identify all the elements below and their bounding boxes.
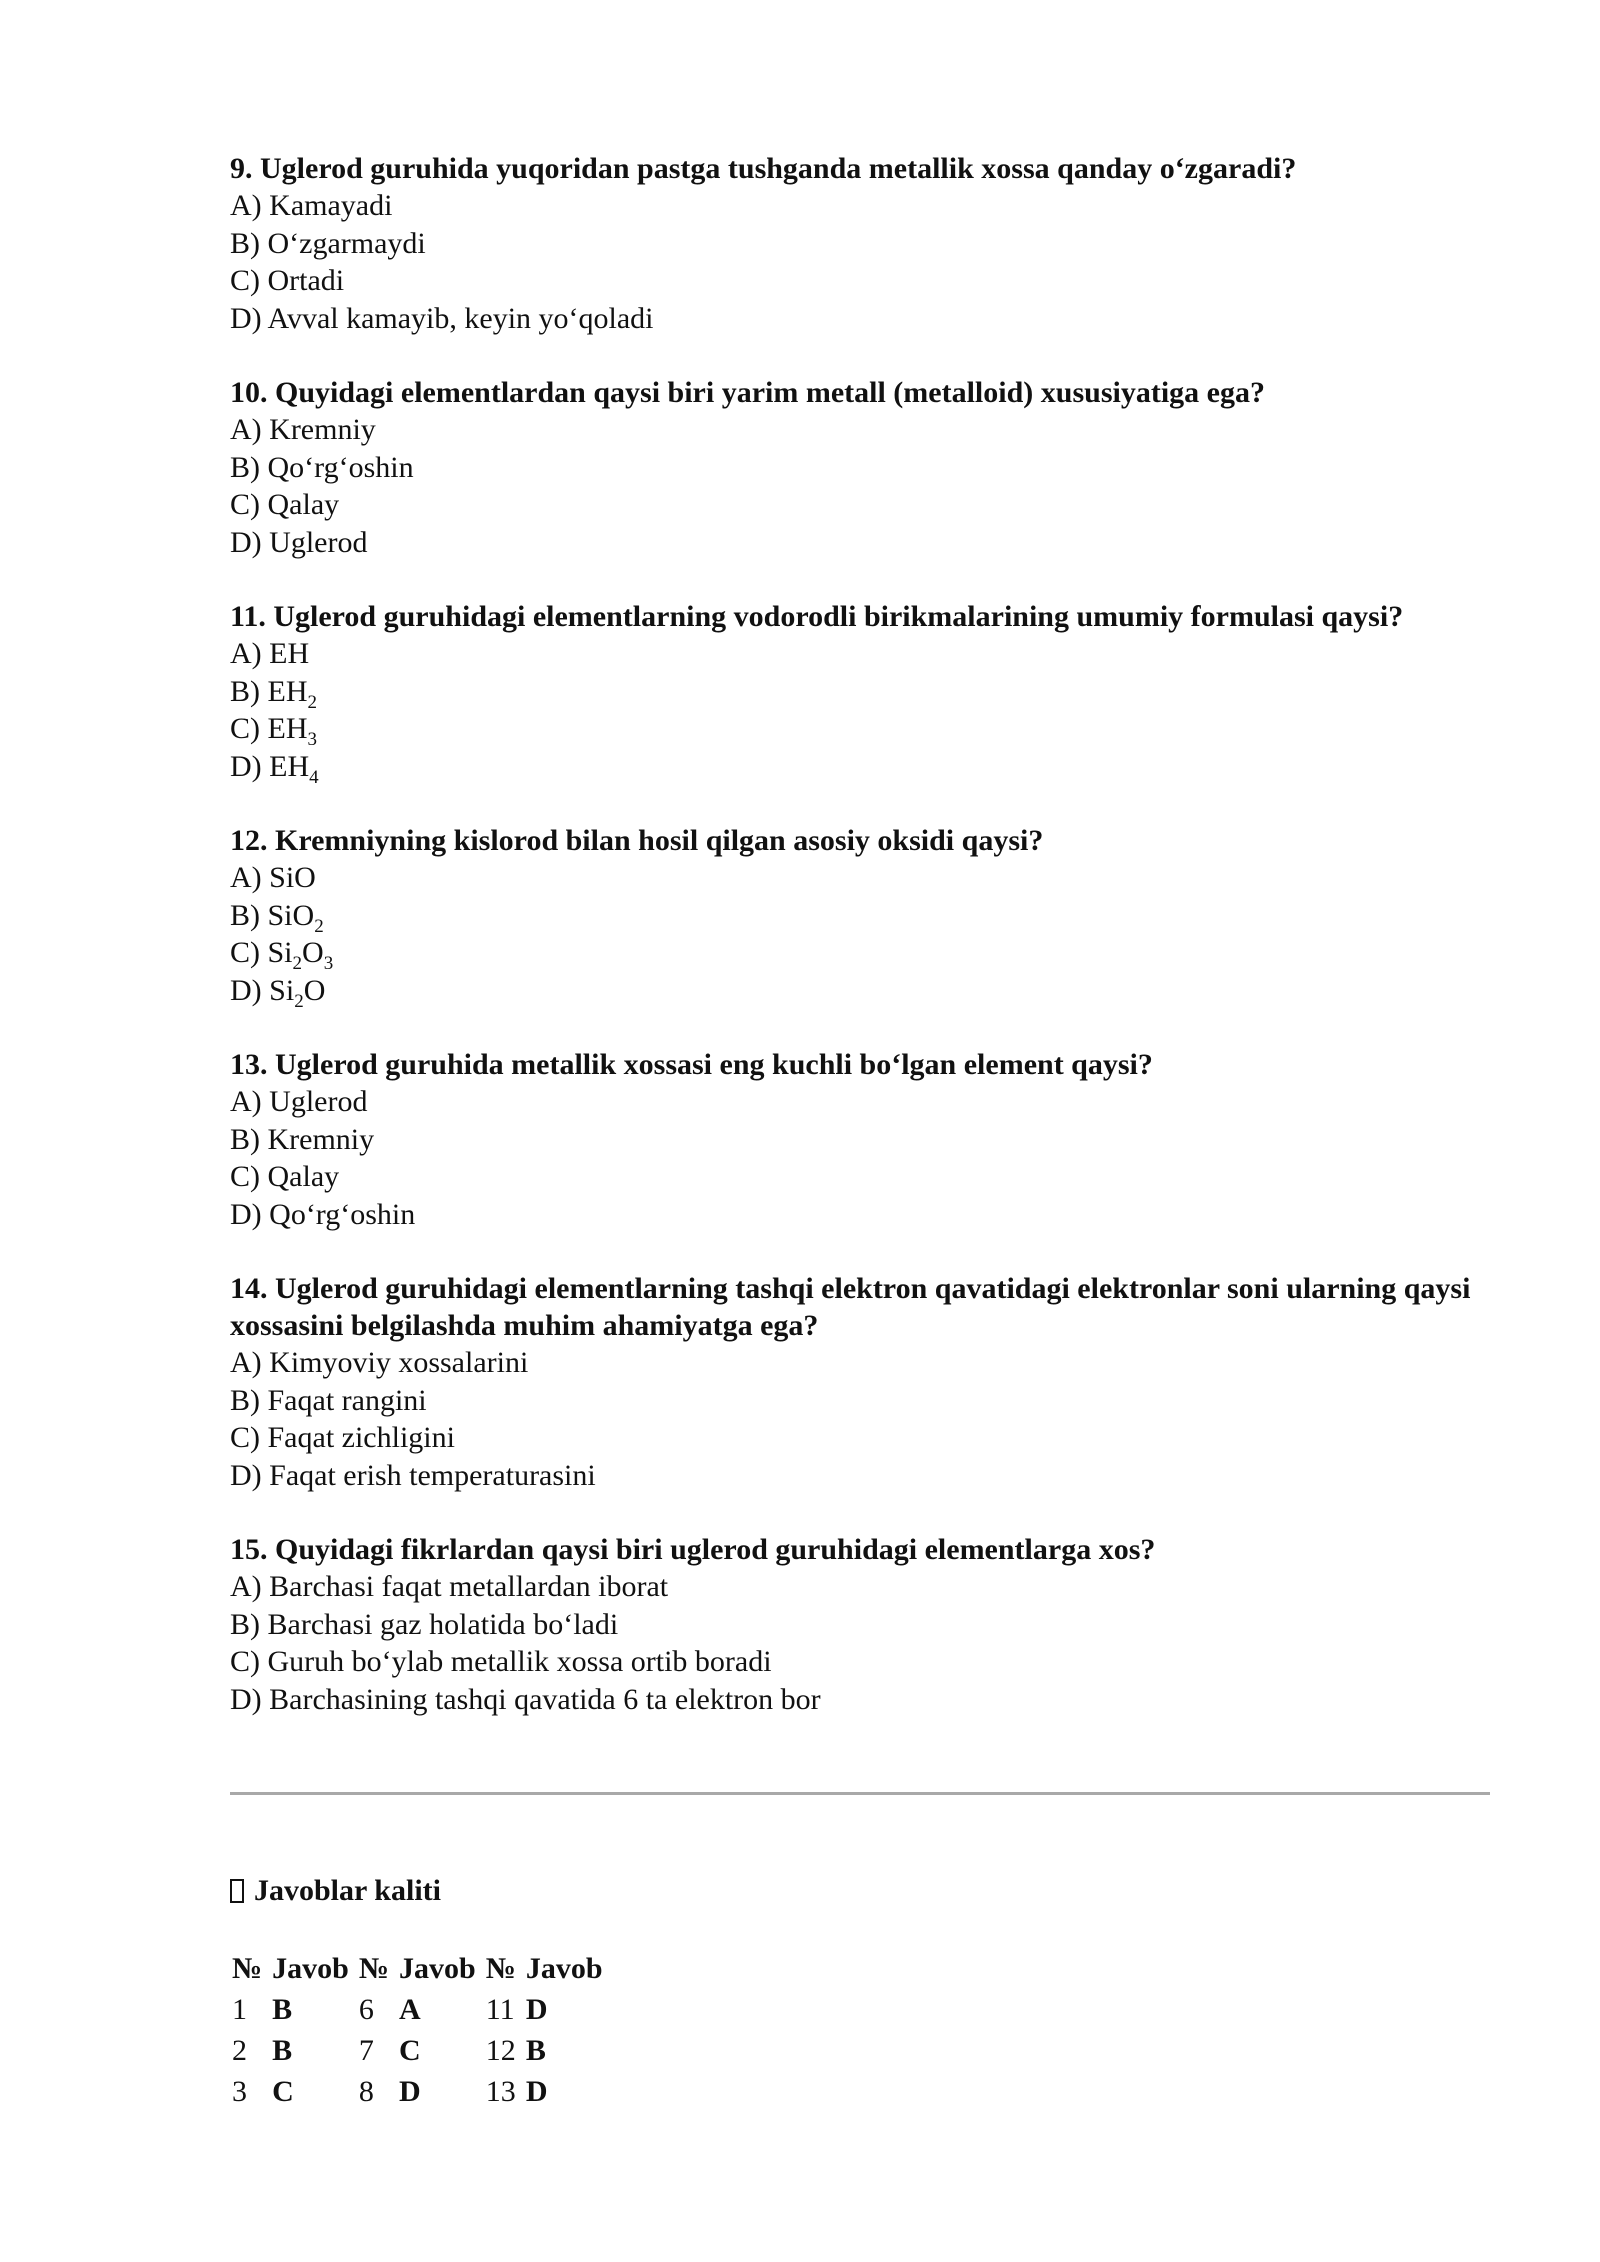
question-number: 11 xyxy=(485,1992,515,2026)
option-a xyxy=(230,859,1490,897)
question-13 xyxy=(230,1046,1490,1233)
option-b: B) O‘zgarmaydi xyxy=(230,226,426,260)
answer-letter: C xyxy=(272,2074,294,2108)
answer-letter: B xyxy=(272,2033,293,2067)
option-b: B) Kremniy xyxy=(230,1122,375,1156)
table-header-row xyxy=(228,1948,609,1989)
option-b: B) Qo‘rg‘oshin xyxy=(230,450,414,484)
option-d: D) Faqat erish temperaturasini xyxy=(230,1458,596,1492)
answer-key-table xyxy=(228,1948,609,2112)
question-title: 13. Uglerod guruhida metallik xossasi eng kuchli bo‘lgan element qaysi? xyxy=(230,1048,1153,1081)
option-c xyxy=(230,934,1490,972)
question-title: 9. Uglerod guruhida yuqoridan pastga tushganda metallik xossa qanday o‘zgaradi? xyxy=(230,152,1297,185)
answer-key-title: Javoblar kaliti xyxy=(254,1874,441,1907)
option-text: B) EH xyxy=(230,674,308,708)
option-b: B) Barchasi gaz holatida bo‘ladi xyxy=(230,1607,619,1641)
answer-letter: D xyxy=(399,2074,421,2108)
option-text-suffix: O xyxy=(302,936,324,969)
question-title: 15. Quyidagi fikrlardan qaysi biri uglerod guruhidagi elementlarga xos? xyxy=(230,1533,1156,1566)
option-a: A) Kimyoviy xossalarini xyxy=(230,1346,529,1379)
option-c: C) Qalay xyxy=(230,1160,340,1193)
option-d: D) Avval kamayib, keyin yo‘qoladi xyxy=(230,301,654,335)
missing-glyph-icon xyxy=(230,1879,244,1903)
option-b xyxy=(230,897,1490,935)
question-title: 11. Uglerod guruhidagi elementlarning vodorodli birikmalarining umumiy formulasi qaysi? xyxy=(230,600,1404,633)
column-header: № xyxy=(358,1951,389,1985)
table-row xyxy=(228,2071,609,2112)
column-header: Javob xyxy=(399,1951,476,1985)
subscript: 2 xyxy=(294,990,304,1012)
questions-list xyxy=(230,150,1490,1755)
option-a: A) Kremniy xyxy=(230,413,376,446)
option-b: B) Faqat rangini xyxy=(230,1383,427,1417)
subscript: 2 xyxy=(292,953,303,974)
question-number: 2 xyxy=(232,2033,247,2067)
option-c: C) Ortadi xyxy=(230,264,345,297)
option-d: D) Barchasining tashqi qavatida 6 ta elektron bor xyxy=(230,1682,821,1716)
option-c: C) Guruh bo‘ylab metallik xossa ortib boradi xyxy=(230,1645,772,1678)
option-a: A) Uglerod xyxy=(230,1085,368,1118)
subscript: 2 xyxy=(307,691,317,713)
horizontal-divider xyxy=(230,1792,1490,1795)
question-14 xyxy=(230,1270,1490,1494)
column-header: Javob xyxy=(272,1951,349,1985)
option-d xyxy=(230,748,1490,786)
question-number: 3 xyxy=(232,2074,247,2108)
question-title: 14. Uglerod guruhidagi elementlarning tashqi elektron qavatidagi elektronlar soni ularning qaysi xossasini belgilashda muhim ahamiyatga ega? xyxy=(230,1272,1471,1342)
option-text: A) SiO xyxy=(230,861,316,894)
option-text: C) Si xyxy=(230,936,293,969)
option-c xyxy=(230,710,1490,748)
question-12 xyxy=(230,822,1490,1012)
answer-letter: B xyxy=(272,1992,293,2026)
option-text-suffix: O xyxy=(303,973,326,1007)
option-c: C) Qalay xyxy=(230,488,340,521)
option-d: D) Uglerod xyxy=(230,525,368,559)
answer-letter: D xyxy=(525,1992,548,2026)
option-text: D) EH xyxy=(230,749,310,783)
option-a: A) Kamayadi xyxy=(230,189,393,222)
table-row xyxy=(228,1989,609,2030)
question-number: 1 xyxy=(232,1992,247,2026)
question-number: 12 xyxy=(485,2033,516,2067)
subscript: 3 xyxy=(307,729,317,750)
answer-key-heading xyxy=(230,1872,441,1909)
option-text: B) SiO xyxy=(230,898,315,932)
option-text: D) Si xyxy=(230,973,295,1007)
table-row xyxy=(228,2030,609,2071)
option-a: A) Barchasi faqat metallardan iborat xyxy=(230,1570,669,1603)
answer-letter: C xyxy=(399,2033,421,2067)
option-d: D) Qo‘rg‘oshin xyxy=(230,1197,416,1231)
question-15 xyxy=(230,1531,1490,1718)
answer-letter: B xyxy=(525,2033,546,2067)
question-9 xyxy=(230,150,1490,337)
question-title: 10. Quyidagi elementlardan qaysi biri yarim metall (metalloid) xususiyatiga ega? xyxy=(230,376,1265,409)
option-c: C) Faqat zichligini xyxy=(230,1421,455,1454)
question-11 xyxy=(230,598,1490,788)
option-b xyxy=(230,673,1490,711)
answer-letter: D xyxy=(525,2074,548,2108)
subscript: 2 xyxy=(314,915,324,937)
question-number: 8 xyxy=(358,2074,374,2108)
question-10 xyxy=(230,374,1490,561)
subscript: 3 xyxy=(323,953,334,974)
question-title: 12. Kremniyning kislorod bilan hosil qilgan asosiy oksidi qaysi? xyxy=(230,824,1044,857)
subscript: 4 xyxy=(309,766,319,788)
question-number: 6 xyxy=(358,1992,374,2026)
answer-letter: A xyxy=(399,1992,421,2026)
option-a xyxy=(230,635,1490,673)
column-header: Javob xyxy=(525,1951,603,1985)
option-text: C) EH xyxy=(230,712,308,745)
question-number: 13 xyxy=(485,2074,516,2108)
question-number: 7 xyxy=(358,2033,374,2067)
column-header: № xyxy=(232,1951,263,1985)
option-text: A) EH xyxy=(230,637,310,670)
column-header: № xyxy=(485,1951,516,1985)
option-d xyxy=(230,972,1490,1010)
